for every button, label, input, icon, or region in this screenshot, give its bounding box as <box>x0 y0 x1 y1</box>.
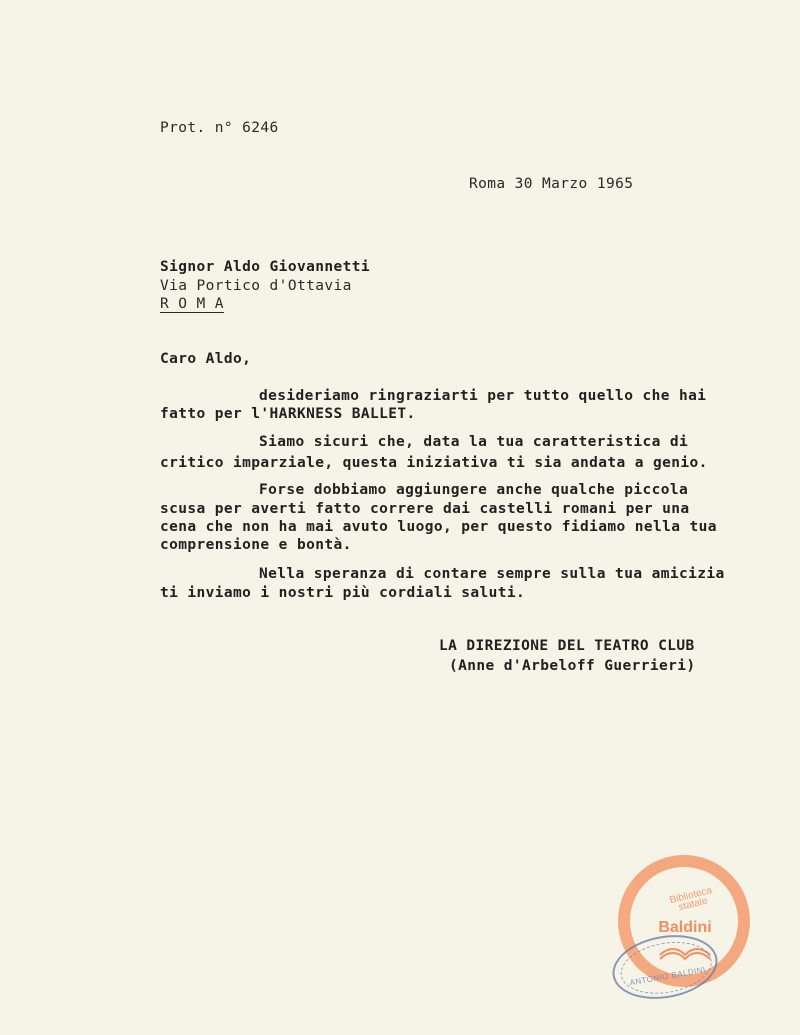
archive-oval-text: ANTONIO BALDINI <box>628 965 707 988</box>
paragraph-3-line-4: comprensione e bontà. <box>160 537 352 553</box>
paragraph-1-line-1: desideriamo ringraziarti per tutto quello che hai <box>259 388 707 404</box>
paragraph-4-line-1: Nella speranza di contare sempre sulla tua amicizia <box>259 566 725 582</box>
library-stamp-name: Baldini <box>658 919 712 936</box>
recipient-city: R O M A <box>160 296 224 312</box>
paragraph-3-line-3: cena che non ha mai avuto luogo, per questo fidiamo nella tua <box>160 519 717 535</box>
paragraph-3-line-1: Forse dobbiamo aggiungere anche qualche piccola <box>259 482 689 498</box>
paragraph-4-line-2: ti inviamo i nostri più cordiali saluti. <box>160 585 526 601</box>
paragraph-1-line-2: fatto per l'HARKNESS BALLET. <box>160 406 416 422</box>
protocol-number: Prot. n° 6246 <box>160 120 279 136</box>
place-date: Roma 30 Marzo 1965 <box>469 176 634 192</box>
signature-organization: LA DIREZIONE DEL TEATRO CLUB <box>439 638 695 654</box>
paragraph-2-line-1: Siamo sicuri che, data la tua caratteristica di <box>259 434 689 450</box>
recipient-name: Signor Aldo Giovannetti <box>160 259 370 275</box>
library-stamp-top-text: Biblioteca statale <box>668 885 714 914</box>
paragraph-2-line-2: critico imparziale, questa iniziativa ti sia andata a genio. <box>160 455 708 471</box>
signature-person: (Anne d'Arbeloff Guerrieri) <box>449 658 696 674</box>
salutation: Caro Aldo, <box>160 351 252 367</box>
recipient-street: Via Portico d'Ottavia <box>160 278 352 294</box>
paragraph-3-line-2: scusa per averti fatto correre dai castelli romani per una <box>160 501 690 517</box>
